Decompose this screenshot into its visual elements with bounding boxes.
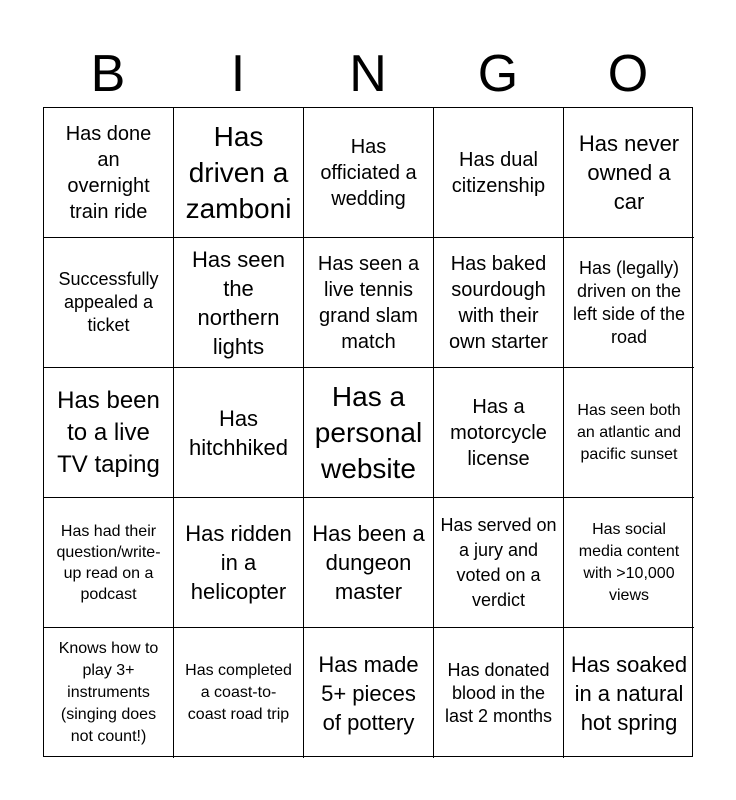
- bingo-grid: [43, 107, 693, 757]
- bingo-cell[interactable]: [434, 238, 564, 368]
- bingo-cell-text: Has made 5+ pieces of pottery: [318, 651, 419, 735]
- bingo-cell-text: Has baked sourdough with their own starter: [449, 252, 548, 353]
- header-letter-g: G: [477, 45, 519, 103]
- bingo-cell[interactable]: [174, 628, 304, 758]
- bingo-cell[interactable]: [564, 628, 694, 758]
- bingo-cell[interactable]: [174, 498, 304, 628]
- bingo-cell-text: Has served on a jury and voted on a verdict: [440, 514, 557, 610]
- bingo-cell-text: Has completed a coast-to-coast road trip: [185, 662, 292, 723]
- bingo-cell-text: Has driven a zamboni: [185, 120, 292, 224]
- bingo-cell[interactable]: [44, 368, 174, 498]
- bingo-cell-text: Has soaked in a natural hot spring: [570, 651, 688, 735]
- bingo-cell-text: Has done an overnight train ride: [65, 122, 152, 223]
- bingo-cell[interactable]: [434, 628, 564, 758]
- bingo-cell[interactable]: [174, 108, 304, 238]
- bingo-cell-text: Has had their question/write-up read on a podcast: [56, 522, 161, 603]
- bingo-cell[interactable]: [434, 108, 564, 238]
- bingo-cell[interactable]: [44, 498, 174, 628]
- bingo-cell-text: Has been a dungeon master: [312, 521, 425, 604]
- bingo-cell-text: Has a motorcycle license: [450, 395, 547, 470]
- bingo-cell[interactable]: [434, 498, 564, 628]
- bingo-cell[interactable]: [304, 108, 434, 238]
- bingo-cell-text: Has never owned a car: [578, 131, 680, 214]
- bingo-cell[interactable]: [44, 628, 174, 758]
- bingo-cell-text: Has seen both an atlantic and pacific sunset: [576, 401, 682, 463]
- bingo-cell[interactable]: [304, 238, 434, 368]
- bingo-cell-text: Has donated blood in the last 2 months: [444, 659, 553, 726]
- bingo-cell-text: Has (legally) driven on the left side of the road: [572, 257, 686, 347]
- bingo-cell[interactable]: [44, 108, 174, 238]
- bingo-cell-text: Has a personal website: [314, 380, 423, 484]
- bingo-cell[interactable]: [564, 368, 694, 498]
- bingo-cell[interactable]: [564, 108, 694, 238]
- bingo-header: [43, 40, 693, 108]
- header-letter-i: I: [230, 45, 246, 103]
- bingo-cell[interactable]: [304, 628, 434, 758]
- bingo-cell-text: Has seen a live tennis grand slam match: [317, 252, 420, 353]
- bingo-cell[interactable]: [564, 498, 694, 628]
- bingo-cell-text: Has seen the northern lights: [192, 246, 285, 359]
- bingo-cell[interactable]: [304, 498, 434, 628]
- bingo-cell[interactable]: [434, 368, 564, 498]
- bingo-cell-text: Has hitchhiked: [188, 405, 289, 460]
- bingo-cell-text: Successfully appealed a ticket: [58, 269, 159, 335]
- bingo-cell[interactable]: [304, 368, 434, 498]
- header-letter-b: B: [90, 45, 126, 103]
- bingo-cell[interactable]: [174, 238, 304, 368]
- bingo-cell[interactable]: [564, 238, 694, 368]
- bingo-cell-text: Has ridden in a helicopter: [185, 521, 292, 604]
- bingo-cell-text: Has officiated a wedding: [320, 135, 417, 210]
- bingo-cell-text: Knows how to play 3+ instruments (singing does not count!): [58, 640, 159, 745]
- bingo-cell-text: Has social media content with >10,000 views: [578, 520, 680, 604]
- header-letter-o: O: [607, 45, 649, 103]
- bingo-cell[interactable]: [174, 368, 304, 498]
- bingo-cell-text: Has been to a live TV taping: [57, 386, 160, 478]
- header-letter-n: N: [349, 45, 387, 103]
- bingo-cell-text: Has dual citizenship: [451, 148, 546, 197]
- bingo-cell[interactable]: [44, 238, 174, 368]
